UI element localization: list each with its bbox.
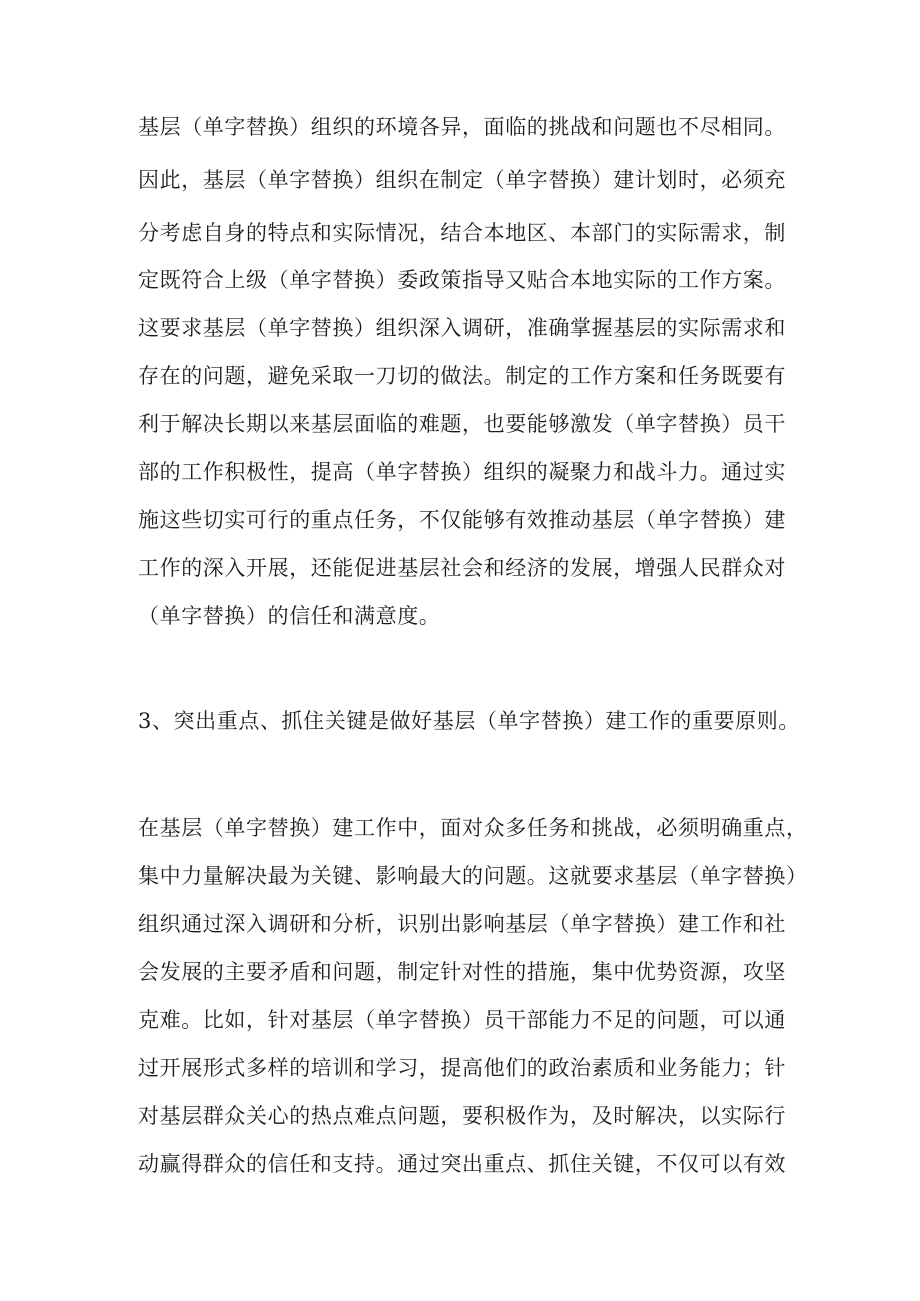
paragraph-2-line: 过开展形式多样的培训和学习，提高他们的政治素质和业务能力；针 xyxy=(138,1056,786,1080)
paragraph-2-line: 动赢得群众的信任和支持。通过突出重点、抓住关键，不仅可以有效 xyxy=(138,1152,786,1176)
paragraph-2-line: 对基层群众关心的热点难点问题，要积极作为，及时解决，以实际行 xyxy=(138,1104,786,1128)
paragraph-2-line: 克难。比如，针对基层（单字替换）员干部能力不足的问题，可以通 xyxy=(138,1008,786,1032)
paragraph-1-line: （单字替换）的信任和满意度。 xyxy=(138,604,441,628)
paragraph-2-line: 在基层（单字替换）建工作中，面对众多任务和挑战，必须明确重点， xyxy=(138,816,808,840)
paragraph-2-line: 组织通过深入调研和分析，识别出影响基层（单字替换）建工作和社 xyxy=(138,912,786,936)
paragraph-1-line: 工作的深入开展，还能促进基层社会和经济的发展，增强人民群众对 xyxy=(138,556,786,580)
paragraph-1-line: 分考虑自身的特点和实际情况，结合本地区、本部门的实际需求，制 xyxy=(138,221,786,245)
paragraph-1-line: 存在的问题，避免采取一刀切的做法。制定的工作方案和任务既要有 xyxy=(138,364,786,388)
paragraph-1-line: 施这些切实可行的重点任务，不仅能够有效推动基层（单字替换）建 xyxy=(138,508,786,532)
paragraph-1-line: 部的工作积极性，提高（单字替换）组织的凝聚力和战斗力。通过实 xyxy=(138,460,786,484)
paragraph-1-line: 定既符合上级（单字替换）委政策指导又贴合本地实际的工作方案。 xyxy=(138,268,786,292)
paragraph-1-line: 因此，基层（单字替换）组织在制定（单字替换）建计划时，必须充 xyxy=(138,168,786,192)
section-heading-3: 3、突出重点、抓住关键是做好基层（单字替换）建工作的重要原则。 xyxy=(138,709,800,733)
paragraph-1-line: 基层（单字替换）组织的环境各异，面临的挑战和问题也不尽相同。 xyxy=(138,115,786,139)
paragraph-2-line: 集中力量解决最为关键、影响最大的问题。这就要求基层（单字替换） xyxy=(138,864,808,888)
paragraph-2-line: 会发展的主要矛盾和问题，制定针对性的措施，集中优势资源，攻坚 xyxy=(138,960,786,984)
paragraph-1-line: 利于解决长期以来基层面临的难题，也要能够激发（单字替换）员干 xyxy=(138,412,786,436)
paragraph-1-line: 这要求基层（单字替换）组织深入调研，准确掌握基层的实际需求和 xyxy=(138,316,786,340)
